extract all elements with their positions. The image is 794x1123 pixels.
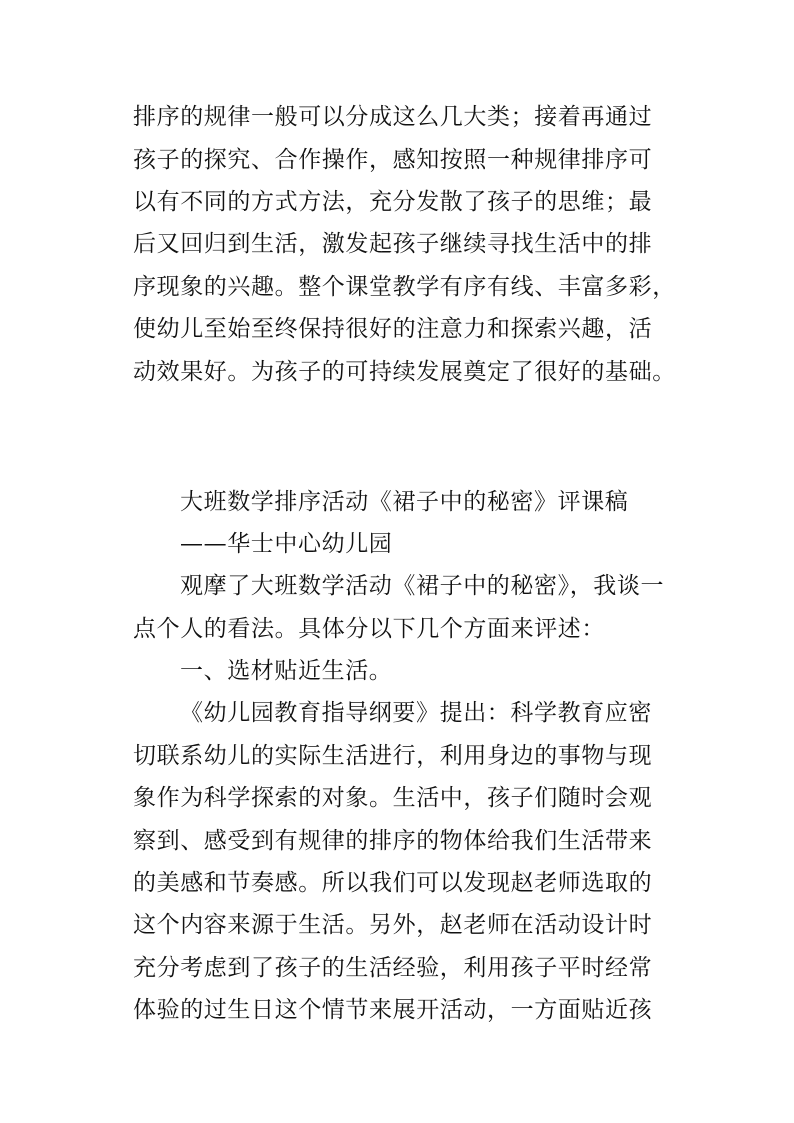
text-line: 以有不同的方式方法，充分发散了孩子的思维；最: [133, 189, 653, 215]
text-line: 这个内容来源于生活。另外，赵老师在活动设计时: [133, 912, 653, 938]
text-line: 《幼儿园教育指导纲要》提出：科学教育应密: [180, 700, 652, 726]
text-line: 点个人的看法。具体分以下几个方面来评述：: [133, 616, 605, 642]
text-line: 察到、感受到有规律的排序的物体给我们生活带来: [133, 828, 653, 854]
text-line: 切联系幼儿的实际生活进行，利用身边的事物与现: [133, 743, 653, 769]
text-line: 的美感和节奏感。所以我们可以发现赵老师选取的: [133, 870, 653, 896]
text-line: 序现象的兴趣。整个课堂教学有序有线、丰富多彩，: [133, 274, 676, 300]
text-line: 后又回归到生活，激发起孩子继续寻找生活中的排: [133, 231, 653, 257]
text-line: 排序的规律一般可以分成这么几大类；接着再通过: [133, 104, 653, 130]
section-heading: 一、选材贴近生活。: [180, 658, 393, 684]
text-line: 动效果好。为孩子的可持续发展奠定了很好的基础。: [133, 359, 676, 385]
text-line: 使幼儿至始至终保持很好的注意力和探索兴趣，活: [133, 316, 653, 342]
text-line: 象作为科学探索的对象。生活中，孩子们随时会观: [133, 785, 653, 811]
text-line: 充分考虑到了孩子的生活经验，利用孩子平时经常: [133, 955, 653, 981]
text-line: 观摩了大班数学活动《裙子中的秘密》，我谈一: [180, 573, 665, 599]
document-title: 大班数学排序活动《裙子中的秘密》评课稿: [180, 489, 629, 515]
text-line: 体验的过生日这个情节来展开活动，一方面贴近孩: [133, 997, 653, 1023]
document-subtitle: ——华士中心幼儿园: [180, 531, 393, 557]
text-line: 孩子的探究、合作操作，感知按照一种规律排序可: [133, 147, 653, 173]
